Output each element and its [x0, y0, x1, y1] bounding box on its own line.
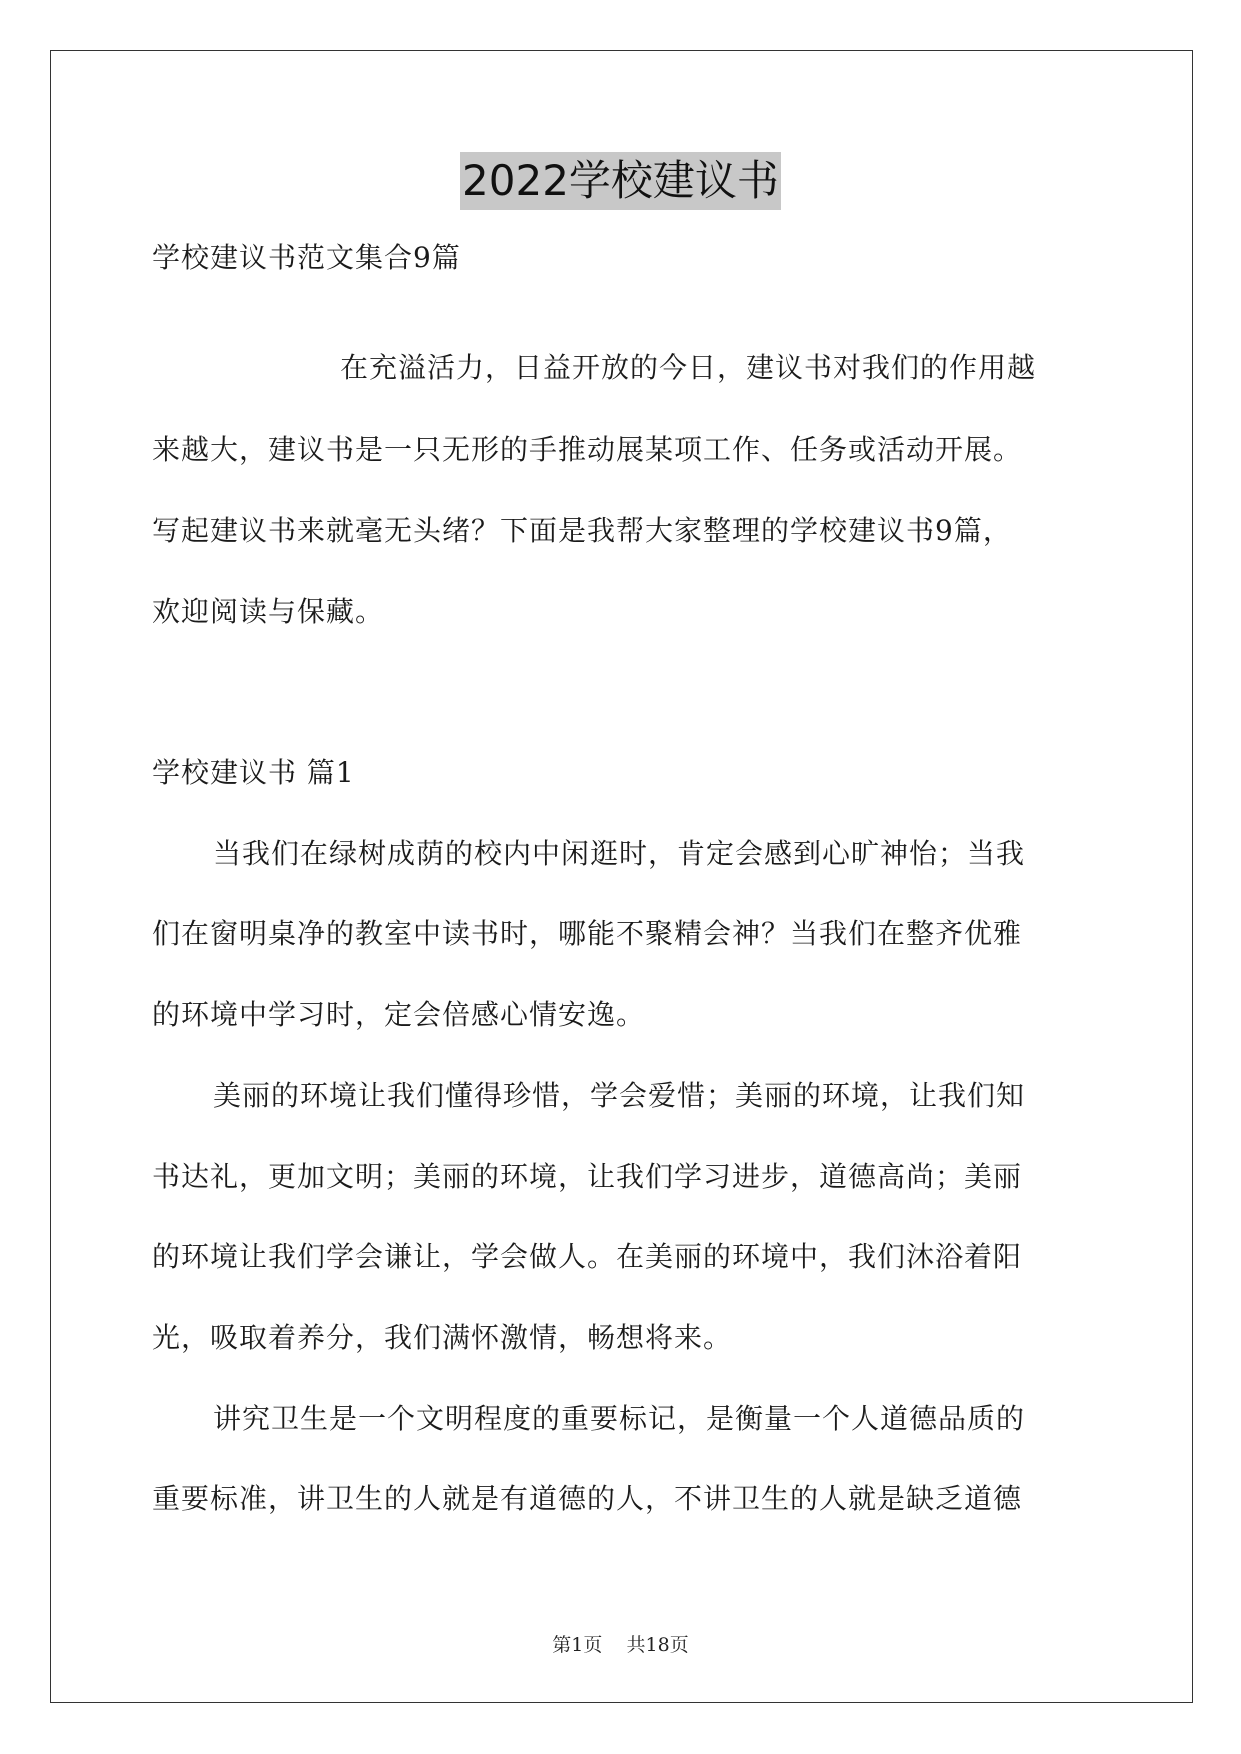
- title-container: [0, 152, 1241, 210]
- paragraph3-line-1: 讲究卫生是一个文明程度的重要标记，是衡量一个人道德品质的: [213, 1402, 1026, 1435]
- page-number: 第1页: [552, 1634, 603, 1656]
- page-footer: [0, 1631, 1241, 1659]
- paragraph2-line-2: 书达礼，更加文明；美丽的环境，让我们学习进步，道德高尚；美丽: [152, 1160, 1023, 1193]
- page-border: [50, 50, 1193, 1703]
- paragraph2-line-1: 美丽的环境让我们懂得珍惜，学会爱惜；美丽的环境，让我们知: [213, 1079, 1026, 1112]
- paragraph2-line-3: 的环境让我们学会谦让，学会做人。在美丽的环境中，我们沐浴着阳: [152, 1240, 1023, 1273]
- intro-line-2: 来越大，建议书是一只无形的手推动展某项工作、任务或活动开展。: [152, 433, 1023, 466]
- paragraph1-line-2: 们在窗明桌净的教室中读书时，哪能不聚精会神？当我们在整齐优雅: [152, 917, 1023, 950]
- paragraph1-line-1: 当我们在绿树成荫的校内中闲逛时，肯定会感到心旷神怡；当我: [213, 837, 1026, 870]
- document-subtitle: 学校建议书范文集合9篇: [152, 241, 461, 274]
- paragraph1-line-3: 的环境中学习时，定会倍感心情安逸。: [152, 998, 646, 1031]
- paragraph3-line-2: 重要标准，讲卫生的人就是有道德的人，不讲卫生的人就是缺乏道德: [152, 1482, 1023, 1515]
- intro-line-3: 写起建议书来就毫无头绪？下面是我帮大家整理的学校建议书9篇，: [152, 514, 1012, 547]
- document-title: 2022学校建议书: [460, 152, 781, 210]
- paragraph2-line-4: 光，吸取着养分，我们满怀激情，畅想将来。: [152, 1321, 733, 1354]
- intro-line-4: 欢迎阅读与保藏。: [152, 595, 385, 628]
- intro-line-1: 在充溢活力，日益开放的今日，建议书对我们的作用越: [340, 351, 1037, 384]
- page-total: 共18页: [626, 1634, 689, 1656]
- section-heading: 学校建议书 篇1: [152, 756, 355, 789]
